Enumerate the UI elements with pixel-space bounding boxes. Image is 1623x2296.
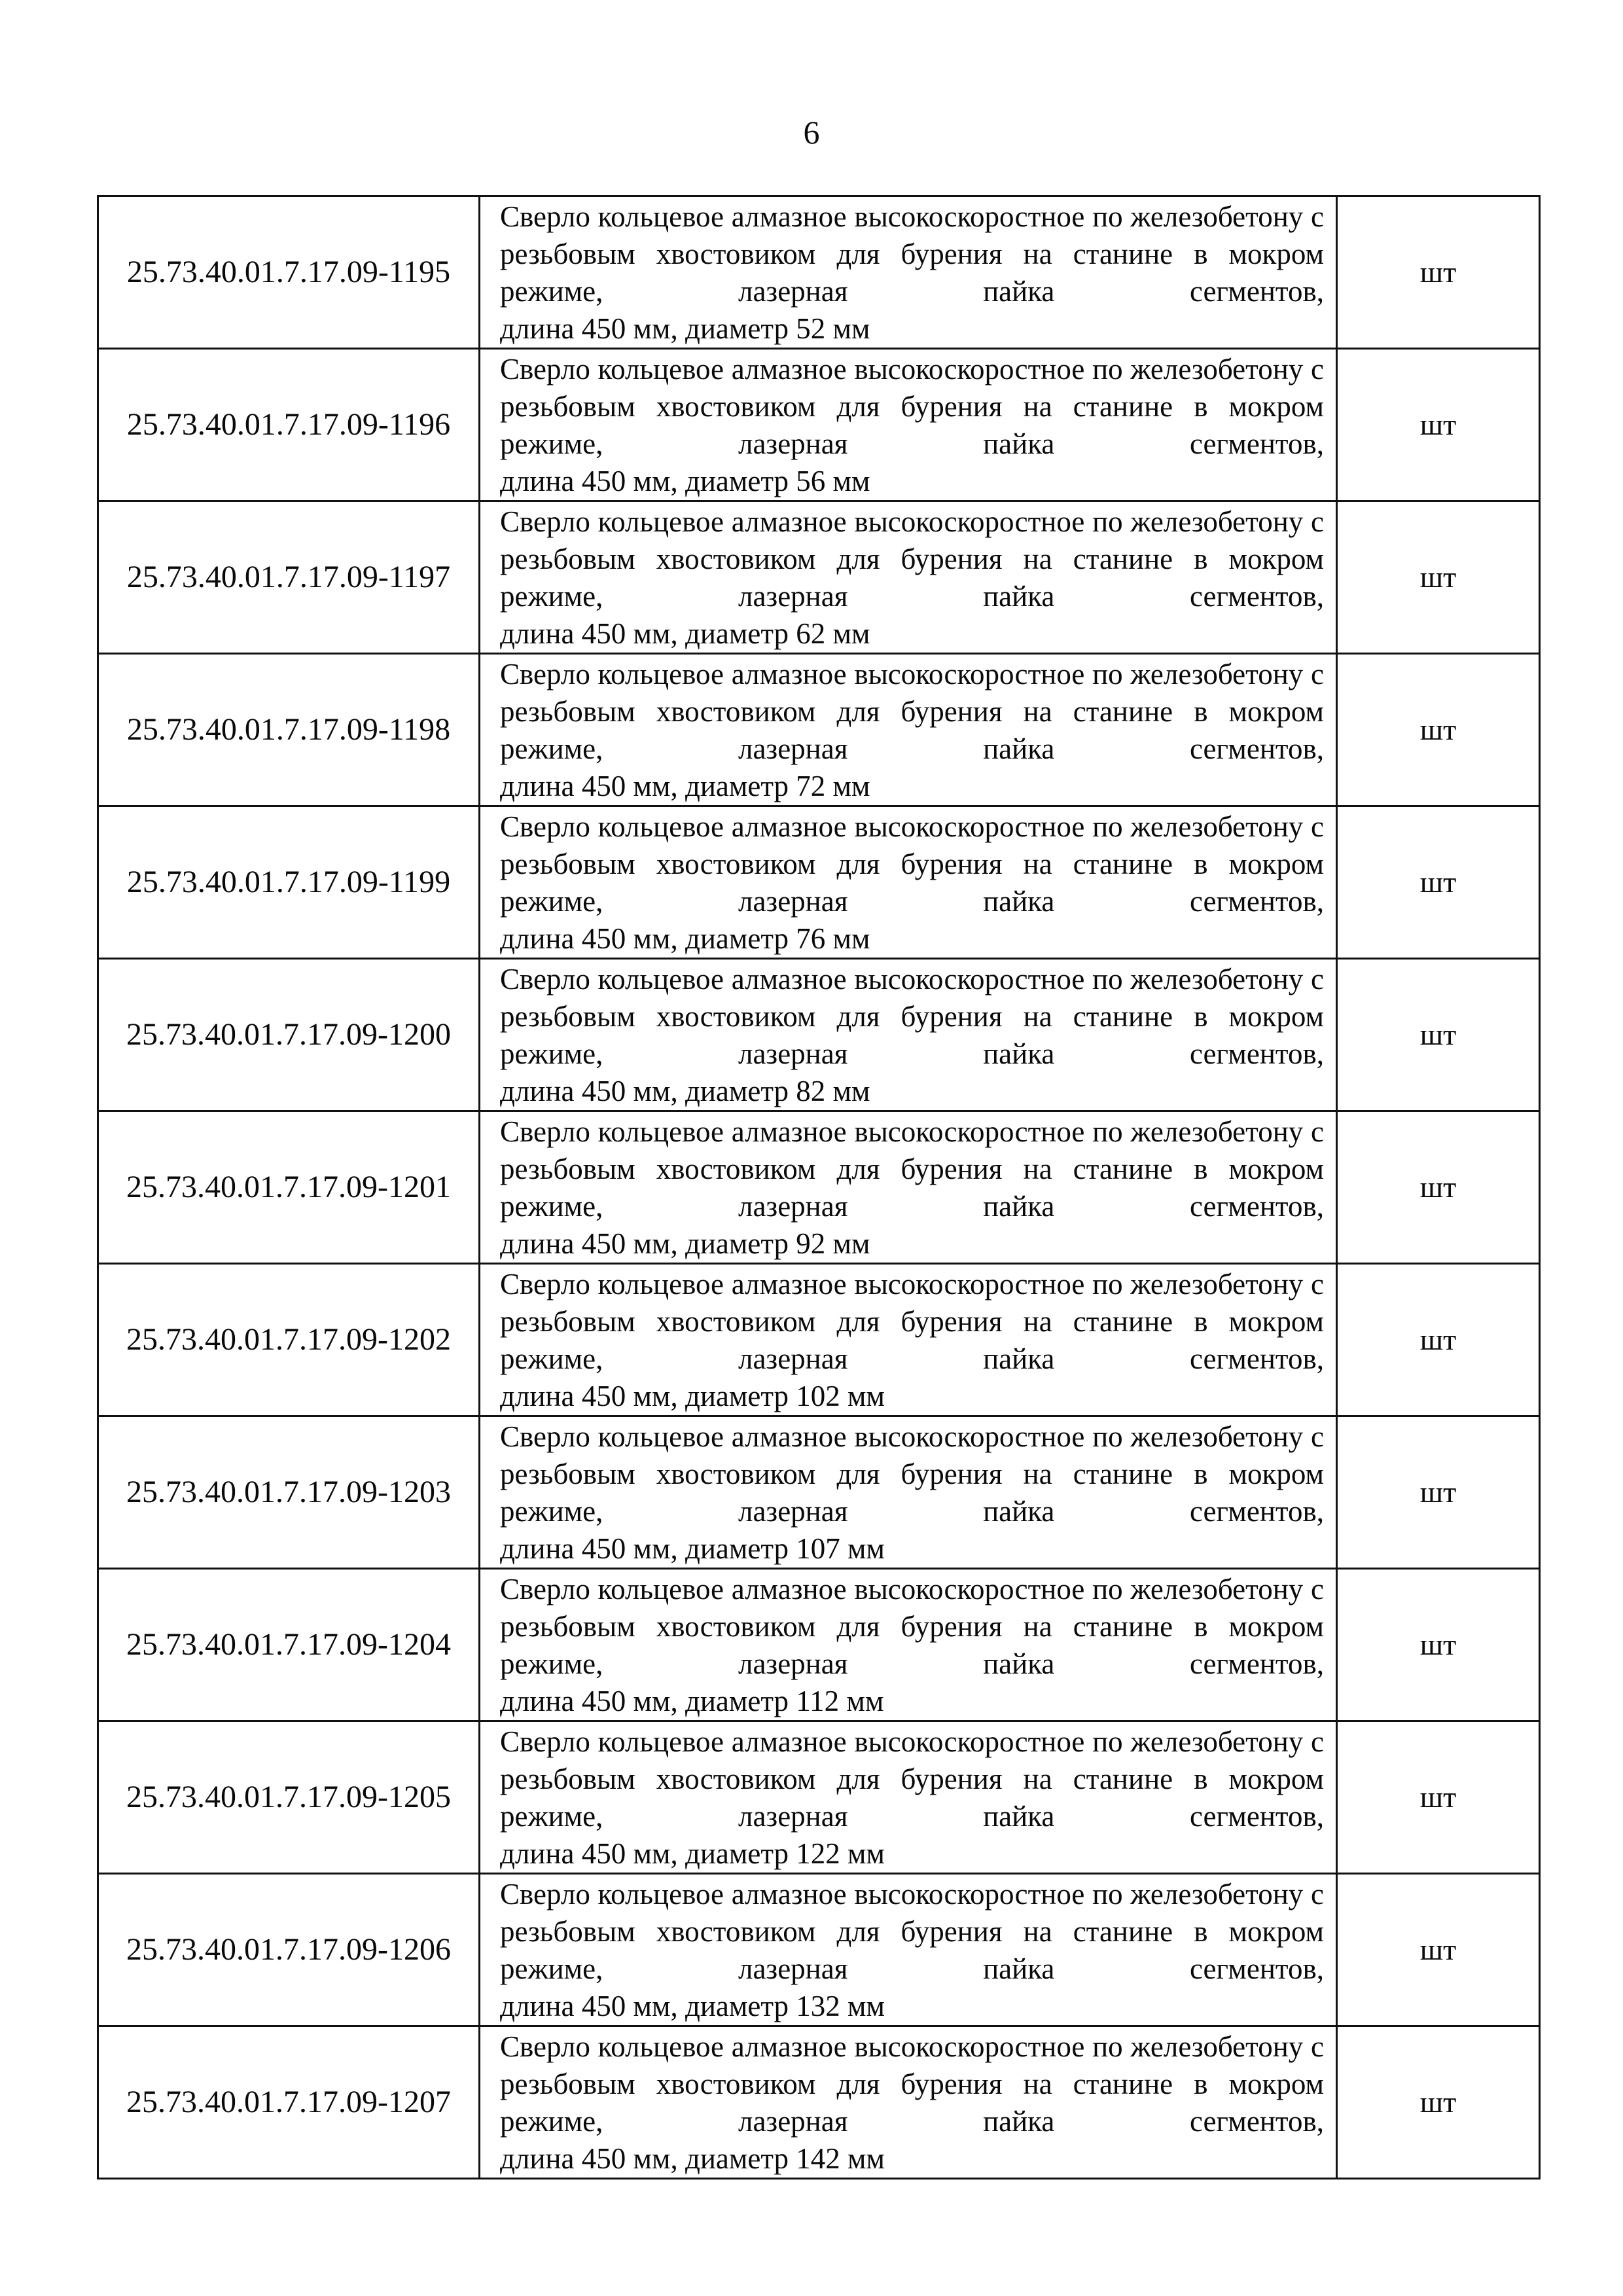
description-main: Сверло кольцевое алмазное высокоскоростное по железобетону с резьбовым хвостовиком для бурения на станине в мокром режиме, лазерная пайка сегментов, [500,2030,1324,2138]
resource-code-cell: 25.73.40.01.7.17.09-1201 [98,1111,480,1264]
unit-cell: шт [1337,1416,1540,1569]
description-dimensions: длина 450 мм, диаметр 122 мм [500,1837,885,1870]
resource-code-cell: 25.73.40.01.7.17.09-1206 [98,1874,480,2026]
table-row [98,1721,1540,1874]
description-text [500,350,1324,500]
description-text [500,1722,1324,1873]
description-text [500,197,1324,348]
description-main: Сверло кольцевое алмазное высокоскоростное по железобетону с резьбовым хвостовиком для бурения на станине в мокром режиме, лазерная пайка сегментов, [500,810,1324,918]
description-text [500,502,1324,653]
description-dimensions: длина 450 мм, диаметр 102 мм [500,1380,885,1412]
resource-description-cell [480,2026,1337,2179]
description-main: Сверло кольцевое алмазное высокоскоростное по железобетону с резьбовым хвостовиком для бурения на станине в мокром режиме, лазерная пайка сегментов, [500,353,1324,460]
table-row [98,654,1540,806]
description-dimensions: длина 450 мм, диаметр 76 мм [500,922,870,955]
description-text [500,655,1324,805]
unit-cell: шт [1337,196,1540,349]
resource-code-cell: 25.73.40.01.7.17.09-1200 [98,959,480,1111]
description-dimensions: длина 450 мм, диаметр 142 мм [500,2142,885,2175]
description-dimensions: длина 450 мм, диаметр 112 мм [500,1685,884,1717]
resource-description-cell [480,654,1337,806]
resource-code-cell: 25.73.40.01.7.17.09-1202 [98,1264,480,1416]
description-text [500,1417,1324,1568]
resource-description-cell [480,196,1337,349]
table-row [98,1111,1540,1264]
table-row [98,349,1540,501]
unit-cell: шт [1337,1569,1540,1721]
description-dimensions: длина 450 мм, диаметр 92 мм [500,1227,870,1260]
unit-cell: шт [1337,501,1540,654]
table-row [98,959,1540,1111]
description-main: Сверло кольцевое алмазное высокоскоростное по железобетону с резьбовым хвостовиком для бурения на станине в мокром режиме, лазерная пайка сегментов, [500,1573,1324,1680]
description-text [500,1112,1324,1263]
table-row [98,2026,1540,2179]
description-main: Сверло кольцевое алмазное высокоскоростное по железобетону с резьбовым хвостовиком для бурения на станине в мокром режиме, лазерная пайка сегментов, [500,1725,1324,1833]
description-text [500,807,1324,958]
unit-cell: шт [1337,1111,1540,1264]
resource-description-cell [480,1416,1337,1569]
description-dimensions: длина 450 мм, диаметр 107 мм [500,1532,885,1565]
description-main: Сверло кольцевое алмазное высокоскоростное по железобетону с резьбовым хвостовиком для бурения на станине в мокром режиме, лазерная пайка сегментов, [500,200,1324,308]
description-main: Сверло кольцевое алмазное высокоскоростное по железобетону с резьбовым хвостовиком для бурения на станине в мокром режиме, лазерная пайка сегментов, [500,1268,1324,1375]
description-main: Сверло кольцевое алмазное высокоскоростное по железобетону с резьбовым хвостовиком для бурения на станине в мокром режиме, лазерная пайка сегментов, [500,505,1324,613]
resource-code-cell: 25.73.40.01.7.17.09-1207 [98,2026,480,2179]
resource-code-cell: 25.73.40.01.7.17.09-1205 [98,1721,480,1874]
unit-cell: шт [1337,806,1540,959]
resource-description-cell [480,1569,1337,1721]
resource-description-cell [480,349,1337,501]
resource-code-cell: 25.73.40.01.7.17.09-1203 [98,1416,480,1569]
description-text [500,1265,1324,1415]
description-main: Сверло кольцевое алмазное высокоскоростное по железобетону с резьбовым хвостовиком для бурения на станине в мокром режиме, лазерная пайка сегментов, [500,658,1324,765]
resource-description-cell [480,1721,1337,1874]
resource-code-cell: 25.73.40.01.7.17.09-1199 [98,806,480,959]
resource-code-cell: 25.73.40.01.7.17.09-1198 [98,654,480,806]
resource-description-cell [480,1264,1337,1416]
description-dimensions: длина 450 мм, диаметр 82 мм [500,1075,870,1107]
unit-cell: шт [1337,959,1540,1111]
description-dimensions: длина 450 мм, диаметр 52 мм [500,312,870,345]
table-row [98,196,1540,349]
table-body [98,196,1540,2179]
table-row [98,501,1540,654]
unit-cell: шт [1337,1264,1540,1416]
table-row [98,1264,1540,1416]
description-dimensions: длина 450 мм, диаметр 72 мм [500,770,870,802]
resource-description-cell [480,959,1337,1111]
description-main: Сверло кольцевое алмазное высокоскоростное по железобетону с резьбовым хвостовиком для бурения на станине в мокром режиме, лазерная пайка сегментов, [500,1420,1324,1528]
description-main: Сверло кольцевое алмазное высокоскоростное по железобетону с резьбовым хвостовиком для бурения на станине в мокром режиме, лазерная пайка сегментов, [500,1878,1324,1985]
description-text [500,2027,1324,2178]
description-text [500,1874,1324,2025]
table-row [98,1874,1540,2026]
table-row [98,1569,1540,1721]
table-row [98,1416,1540,1569]
unit-cell: шт [1337,1874,1540,2026]
unit-cell: шт [1337,349,1540,501]
description-dimensions: длина 450 мм, диаметр 62 мм [500,617,870,650]
description-main: Сверло кольцевое алмазное высокоскоростное по железобетону с резьбовым хвостовиком для бурения на станине в мокром режиме, лазерная пайка сегментов, [500,1115,1324,1223]
description-text [500,1570,1324,1720]
unit-cell: шт [1337,654,1540,806]
resource-description-cell [480,1874,1337,2026]
page-number: 6 [803,114,820,151]
description-text [500,960,1324,1110]
table-row [98,806,1540,959]
resource-table [97,195,1541,2179]
unit-cell: шт [1337,2026,1540,2179]
resource-description-cell [480,501,1337,654]
unit-cell: шт [1337,1721,1540,1874]
description-dimensions: длина 450 мм, диаметр 132 мм [500,1990,885,2022]
resource-code-cell: 25.73.40.01.7.17.09-1197 [98,501,480,654]
resource-description-cell [480,806,1337,959]
resource-code-cell: 25.73.40.01.7.17.09-1196 [98,349,480,501]
resource-code-cell: 25.73.40.01.7.17.09-1195 [98,196,480,349]
resource-code-cell: 25.73.40.01.7.17.09-1204 [98,1569,480,1721]
description-dimensions: длина 450 мм, диаметр 56 мм [500,465,870,497]
description-main: Сверло кольцевое алмазное высокоскоростное по железобетону с резьбовым хвостовиком для бурения на станине в мокром режиме, лазерная пайка сегментов, [500,963,1324,1070]
resource-description-cell [480,1111,1337,1264]
